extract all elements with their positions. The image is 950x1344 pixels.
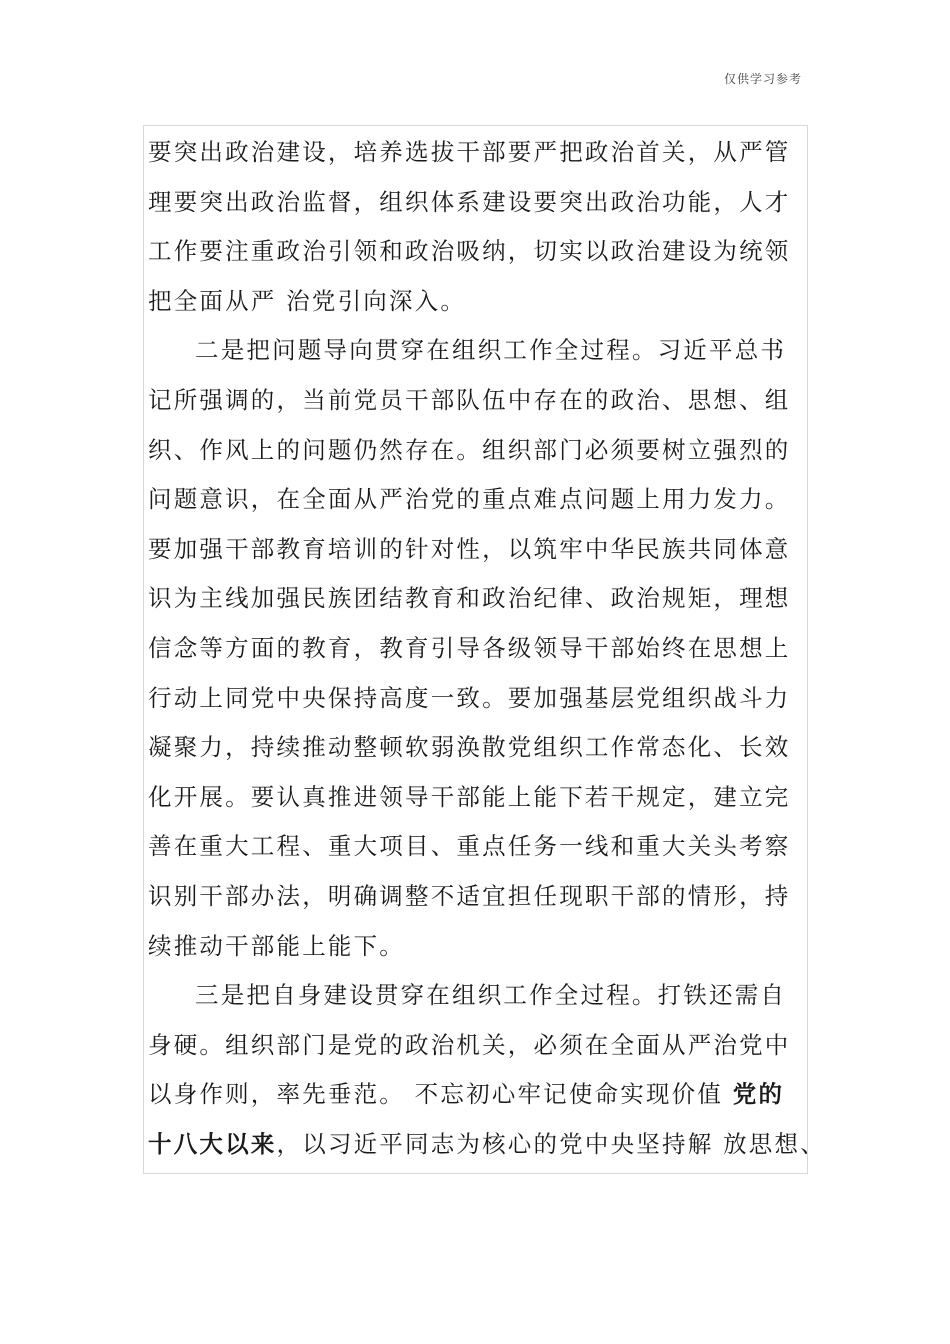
body-line: 行动上同党中央保持高度一致。要加强基层党组织战斗力: [148, 683, 791, 712]
body-line-21: [148, 1120, 826, 1170]
body-line: 化开展。要认真推进领导干部能上能下若干规定，建立完: [148, 782, 791, 811]
body-line: 善在重大工程、重大项目、重点任务一线和重大关头考察: [148, 832, 791, 861]
body-line-20: [148, 1070, 806, 1120]
body-lines: [148, 128, 806, 1070]
body-line: 二是把问题导向贯穿在组织工作全过程。习近平总书: [195, 336, 787, 365]
body-line: 工作要注重政治引领和政治吸纳，切实以政治建设为统领: [148, 237, 791, 266]
body-line-20-normal: 以身作则，率先垂范。 不忘初心牢记使命实现价值: [148, 1080, 733, 1109]
body-line: 理要突出政治监督，组织体系建设要突出政治功能，人才: [148, 187, 791, 216]
body-line: 织、作风上的问题仍然存在。组织部门必须要树立强烈的: [148, 435, 791, 464]
body-line: 识别干部办法，明确调整不适宜担任现职干部的情形，持: [148, 881, 791, 910]
header-note: 仅供学习参考: [723, 72, 802, 86]
body-line: 识为主线加强民族团结教育和政治纪律、政治规矩，理想: [148, 584, 791, 613]
body-line: 续推动干部能上能下。: [148, 931, 405, 960]
body-line: 凝聚力，持续推动整顿软弱涣散党组织工作常态化、长效: [148, 733, 791, 762]
body-line: 要加强干部教育培训的针对性，以筑牢中华民族共同体意: [148, 534, 791, 563]
body-line-21-normal: ，以习近平同志为核心的党中央坚持解 放思想、: [276, 1129, 826, 1158]
body-line: 要突出政治建设，培养选拔干部要严把政治首关，从严管: [148, 138, 791, 166]
body-line: 信念等方面的教育，教育引导各级领导干部始终在思想上: [148, 633, 791, 662]
body-line: 记所强调的，当前党员干部队伍中存在的政治、思想、组: [148, 385, 791, 414]
body-line-21-bold: 十八大以来: [148, 1129, 277, 1158]
document-body: [148, 128, 826, 1169]
body-line: 问题意识，在全面从严治党的重点难点问题上用力发力。: [148, 485, 791, 514]
body-line: 身硬。组织部门是党的政治机关，必须在全面从严治党中: [148, 1030, 791, 1059]
body-line: 三是把自身建设贯穿在组织工作全过程。打铁还需自: [195, 981, 787, 1010]
body-line: 把全面从严 治党引向深入。: [148, 286, 467, 315]
body-line-20-bold: 党的: [732, 1080, 785, 1109]
